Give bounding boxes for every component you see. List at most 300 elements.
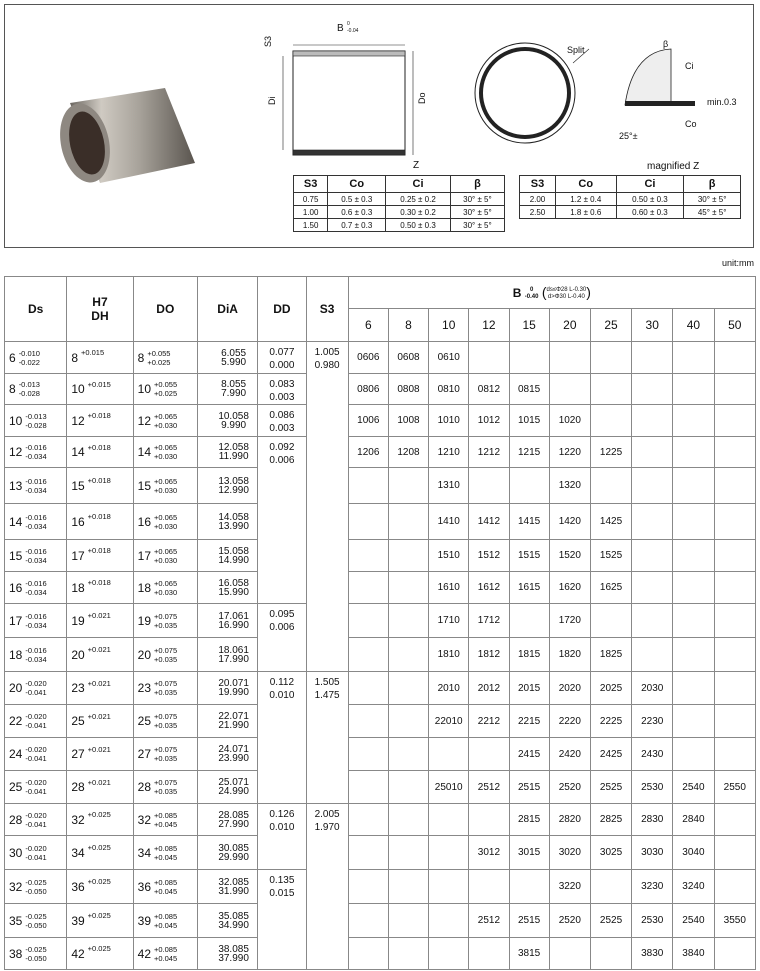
part-code-cell: 1006	[348, 405, 388, 437]
dia-cell: 6.055 5.990	[197, 342, 257, 374]
part-code-cell: 2220	[549, 705, 590, 738]
dd-cell: 0.077 0.000	[258, 342, 306, 374]
ds-cell: 25 -0.020 -0.041	[5, 771, 67, 804]
svg-text:Split: Split	[567, 45, 585, 55]
part-code-cell	[714, 738, 755, 771]
do-cell: 36 +0.085 +0.045	[133, 870, 197, 904]
dia-cell: 15.058 14.990	[197, 540, 257, 572]
col-b-group: B 0 -0.40 (ds≤Φ28 L-0.30 d>Φ30 L-0.40)	[348, 277, 755, 309]
part-code-cell	[469, 342, 509, 374]
part-code-cell	[388, 468, 428, 504]
part-code-cell: 2840	[673, 804, 714, 836]
part-code-cell: 0808	[388, 374, 428, 405]
part-code-cell	[388, 572, 428, 604]
do-cell: 39 +0.085 +0.045	[133, 904, 197, 938]
do-cell: 8 +0.055 +0.025	[133, 342, 197, 374]
part-code-cell: 1710	[429, 604, 469, 638]
part-code-cell: 1410	[429, 504, 469, 540]
table-row	[5, 904, 756, 938]
part-code-cell: 3012	[469, 836, 509, 870]
table-row	[5, 836, 756, 870]
part-code-cell	[714, 638, 755, 672]
part-code-cell: 2550	[714, 771, 755, 804]
part-code-cell	[632, 374, 673, 405]
part-code-cell	[714, 572, 755, 604]
table-row	[5, 405, 756, 437]
part-code-cell	[673, 342, 714, 374]
part-code-cell	[348, 836, 388, 870]
part-code-cell: 1510	[429, 540, 469, 572]
part-code-cell	[348, 870, 388, 904]
part-code-cell: 1420	[549, 504, 590, 540]
part-code-cell	[388, 705, 428, 738]
part-code-cell	[714, 437, 755, 468]
dia-cell: 18.061 17.990	[197, 638, 257, 672]
part-code-cell	[590, 374, 631, 405]
part-code-cell: 2030	[632, 672, 673, 705]
part-code-cell	[348, 904, 388, 938]
part-code-cell	[632, 437, 673, 468]
table-row	[5, 374, 756, 405]
part-code-cell: 1208	[388, 437, 428, 468]
part-code-cell	[549, 374, 590, 405]
part-code-cell	[714, 870, 755, 904]
part-code-cell	[590, 405, 631, 437]
dd-cell: 0.083 0.003	[258, 374, 306, 405]
part-code-cell	[714, 938, 755, 970]
dd-cell: 0.086 0.003	[258, 405, 306, 437]
part-code-cell	[388, 836, 428, 870]
part-code-cell	[714, 468, 755, 504]
part-code-cell: 1310	[429, 468, 469, 504]
part-code-cell: 3220	[549, 870, 590, 904]
dh-cell: 20 +0.021	[67, 638, 133, 672]
dh-cell: 23 +0.021	[67, 672, 133, 705]
technical-drawing	[253, 13, 753, 173]
dia-cell: 32.085 31.990	[197, 870, 257, 904]
ds-cell: 38 -0.025 -0.050	[5, 938, 67, 970]
dh-cell: 19 +0.021	[67, 604, 133, 638]
dh-cell: 34 +0.025	[67, 836, 133, 870]
part-code-cell: 0608	[388, 342, 428, 374]
do-cell: 27 +0.075 +0.035	[133, 738, 197, 771]
table-row	[5, 705, 756, 738]
svg-text:Z: Z	[413, 160, 420, 171]
ds-cell: 12 -0.016 -0.034	[5, 437, 67, 468]
part-code-cell: 2025	[590, 672, 631, 705]
part-code-cell	[429, 804, 469, 836]
col-b-6: 6	[348, 309, 388, 342]
part-code-cell	[348, 504, 388, 540]
chamfer-table-1: S3 Co Ci β 0.75 0.5 ± 0.3 0.25 ± 0.2 30° ± 5° 1.00 0.6 ± 0.3 0.30 ± 0.2 30° ± 5° 1.50 0.7 ± 0.3 0.50 ± 0.3 30° ± 5°	[293, 175, 505, 232]
part-code-cell	[714, 405, 755, 437]
table-row	[5, 540, 756, 572]
part-code-cell	[348, 705, 388, 738]
part-code-cell	[714, 604, 755, 638]
col-dh: H7 DH	[67, 277, 133, 342]
part-code-cell	[348, 540, 388, 572]
part-code-cell: 2215	[509, 705, 549, 738]
part-code-cell: 2512	[469, 904, 509, 938]
col-ds: Ds	[5, 277, 67, 342]
part-code-cell	[388, 540, 428, 572]
part-code-cell: 1625	[590, 572, 631, 604]
part-code-cell: 2010	[429, 672, 469, 705]
part-code-cell	[388, 738, 428, 771]
dd-cell: 0.095 0.006	[258, 604, 306, 672]
svg-text:B: B	[337, 23, 344, 34]
part-code-cell	[348, 771, 388, 804]
part-code-cell: 2012	[469, 672, 509, 705]
part-code-cell	[673, 504, 714, 540]
col-b-12: 12	[469, 309, 509, 342]
part-code-cell: 3815	[509, 938, 549, 970]
part-code-cell: 3840	[673, 938, 714, 970]
do-cell: 14 +0.065 +0.030	[133, 437, 197, 468]
part-code-cell	[469, 938, 509, 970]
part-code-cell: 1210	[429, 437, 469, 468]
part-code-cell: 1720	[549, 604, 590, 638]
part-code-cell	[590, 468, 631, 504]
part-code-cell: 2425	[590, 738, 631, 771]
s3-cell: 2.005 1.970	[306, 804, 348, 970]
part-code-cell: 3020	[549, 836, 590, 870]
dh-cell: 8 +0.015	[67, 342, 133, 374]
part-code-cell	[673, 540, 714, 572]
part-code-cell	[632, 638, 673, 672]
part-code-cell	[632, 468, 673, 504]
part-code-cell	[673, 572, 714, 604]
part-code-cell: 0610	[429, 342, 469, 374]
svg-text:Di: Di	[267, 96, 277, 105]
part-code-cell: 1612	[469, 572, 509, 604]
dia-cell: 8.055 7.990	[197, 374, 257, 405]
table-row	[5, 468, 756, 504]
part-code-cell: 1012	[469, 405, 509, 437]
dd-cell: 0.112 0.010	[258, 672, 306, 804]
part-code-cell	[673, 468, 714, 504]
part-code-cell	[714, 804, 755, 836]
dh-cell: 12 +0.018	[67, 405, 133, 437]
dia-cell: 13.058 12.990	[197, 468, 257, 504]
dd-cell: 0.126 0.010	[258, 804, 306, 870]
col-dia: DiA	[197, 277, 257, 342]
dh-cell: 42 +0.025	[67, 938, 133, 970]
part-code-cell: 1712	[469, 604, 509, 638]
col-s3: S3	[306, 277, 348, 342]
table-row	[5, 738, 756, 771]
dh-cell: 14 +0.018	[67, 437, 133, 468]
part-code-cell: 2512	[469, 771, 509, 804]
svg-text:-0.04: -0.04	[347, 28, 359, 34]
col-b-15: 15	[509, 309, 549, 342]
col-b-8: 8	[388, 309, 428, 342]
part-code-cell: 1320	[549, 468, 590, 504]
table-row	[5, 342, 756, 374]
dh-cell: 10 +0.015	[67, 374, 133, 405]
table-row	[5, 504, 756, 540]
part-code-cell: 1512	[469, 540, 509, 572]
part-code-cell: 2815	[509, 804, 549, 836]
part-code-cell: 1810	[429, 638, 469, 672]
part-code-cell	[469, 804, 509, 836]
dia-cell: 12.058 11.990	[197, 437, 257, 468]
do-cell: 16 +0.065 +0.030	[133, 504, 197, 540]
part-code-cell: 2530	[632, 771, 673, 804]
part-code-cell	[549, 938, 590, 970]
part-code-cell	[348, 804, 388, 836]
part-code-cell	[509, 604, 549, 638]
part-code-cell: 2430	[632, 738, 673, 771]
part-code-cell: 1620	[549, 572, 590, 604]
svg-text:0: 0	[347, 21, 350, 27]
table-row	[5, 938, 756, 970]
part-code-cell: 1220	[549, 437, 590, 468]
part-code-cell	[509, 342, 549, 374]
part-code-cell	[469, 468, 509, 504]
dh-cell: 32 +0.025	[67, 804, 133, 836]
part-code-cell: 3240	[673, 870, 714, 904]
part-code-cell: 2520	[549, 904, 590, 938]
do-cell: 18 +0.065 +0.030	[133, 572, 197, 604]
part-code-cell: 1520	[549, 540, 590, 572]
part-code-cell: 25010	[429, 771, 469, 804]
do-cell: 42 +0.085 +0.045	[133, 938, 197, 970]
table-row	[5, 638, 756, 672]
s3-cell: 1.005 0.980	[306, 342, 348, 672]
part-code-cell	[632, 540, 673, 572]
col-do: DO	[133, 277, 197, 342]
dia-cell: 28.085 27.990	[197, 804, 257, 836]
part-code-cell: 1212	[469, 437, 509, 468]
part-code-cell	[673, 437, 714, 468]
part-code-cell: 2520	[549, 771, 590, 804]
dd-cell: 0.135 0.015	[258, 870, 306, 970]
part-code-cell	[714, 672, 755, 705]
svg-text:25°±: 25°±	[619, 131, 638, 141]
dia-cell: 22.071 21.990	[197, 705, 257, 738]
ds-cell: 18 -0.016 -0.034	[5, 638, 67, 672]
part-code-cell	[348, 638, 388, 672]
part-code-cell: 3025	[590, 836, 631, 870]
part-code-cell	[632, 405, 673, 437]
do-cell: 28 +0.075 +0.035	[133, 771, 197, 804]
part-code-cell	[714, 504, 755, 540]
part-code-cell	[590, 342, 631, 374]
do-cell: 25 +0.075 +0.035	[133, 705, 197, 738]
ds-cell: 24 -0.020 -0.041	[5, 738, 67, 771]
do-cell: 10 +0.055 +0.025	[133, 374, 197, 405]
ds-cell: 20 -0.020 -0.041	[5, 672, 67, 705]
table-row	[5, 604, 756, 638]
ds-cell: 28 -0.020 -0.041	[5, 804, 67, 836]
part-code-cell: 1020	[549, 405, 590, 437]
dh-cell: 39 +0.025	[67, 904, 133, 938]
part-code-cell: 1515	[509, 540, 549, 572]
part-code-cell	[469, 870, 509, 904]
table-row	[5, 870, 756, 904]
do-cell: 34 +0.085 +0.045	[133, 836, 197, 870]
part-code-cell	[673, 405, 714, 437]
part-code-cell	[673, 604, 714, 638]
ds-cell: 16 -0.016 -0.034	[5, 572, 67, 604]
col-b-10: 10	[429, 309, 469, 342]
do-cell: 20 +0.075 +0.035	[133, 638, 197, 672]
do-cell: 23 +0.075 +0.035	[133, 672, 197, 705]
s3-cell: 1.505 1.475	[306, 672, 348, 804]
do-cell: 19 +0.075 +0.035	[133, 604, 197, 638]
svg-text:magnified Z: magnified Z	[647, 161, 700, 172]
part-code-cell: 1415	[509, 504, 549, 540]
part-code-cell: 2515	[509, 771, 549, 804]
part-code-cell: 2820	[549, 804, 590, 836]
part-code-cell: 1825	[590, 638, 631, 672]
part-code-cell	[348, 468, 388, 504]
col-b-40: 40	[673, 309, 714, 342]
part-code-cell	[632, 342, 673, 374]
part-code-cell	[714, 836, 755, 870]
part-code-cell	[509, 468, 549, 504]
ds-cell: 30 -0.020 -0.041	[5, 836, 67, 870]
part-code-cell: 1610	[429, 572, 469, 604]
dia-cell: 16.058 15.990	[197, 572, 257, 604]
dh-cell: 18 +0.018	[67, 572, 133, 604]
svg-text:Ci: Ci	[685, 61, 694, 71]
dh-cell: 16 +0.018	[67, 504, 133, 540]
part-code-cell: 2540	[673, 771, 714, 804]
part-code-cell: 3015	[509, 836, 549, 870]
dia-cell: 14.058 13.990	[197, 504, 257, 540]
part-code-cell: 0606	[348, 342, 388, 374]
part-code-cell: 2540	[673, 904, 714, 938]
part-code-cell: 3040	[673, 836, 714, 870]
bushing-photo	[45, 73, 205, 203]
col-b-25: 25	[590, 309, 631, 342]
part-code-cell: 2515	[509, 904, 549, 938]
svg-text:min.0.3: min.0.3	[707, 97, 737, 107]
part-code-cell: 1412	[469, 504, 509, 540]
do-cell: 12 +0.065 +0.030	[133, 405, 197, 437]
col-b-50: 50	[714, 309, 755, 342]
part-code-cell: 2015	[509, 672, 549, 705]
dia-cell: 20.071 19.990	[197, 672, 257, 705]
ds-cell: 10 -0.013 -0.028	[5, 405, 67, 437]
ds-cell: 14 -0.016 -0.034	[5, 504, 67, 540]
table-row	[5, 572, 756, 604]
do-cell: 17 +0.065 +0.030	[133, 540, 197, 572]
part-code-cell	[549, 342, 590, 374]
part-code-cell: 22010	[429, 705, 469, 738]
part-code-cell: 2415	[509, 738, 549, 771]
part-code-cell	[388, 604, 428, 638]
part-code-cell	[429, 870, 469, 904]
part-code-cell	[388, 870, 428, 904]
ds-cell: 17 -0.016 -0.034	[5, 604, 67, 638]
part-code-cell	[348, 604, 388, 638]
col-dd: DD	[258, 277, 306, 342]
svg-text:S3: S3	[263, 35, 273, 47]
table-row	[5, 437, 756, 468]
dia-cell: 24.071 23.990	[197, 738, 257, 771]
dh-cell: 27 +0.021	[67, 738, 133, 771]
part-code-cell: 3550	[714, 904, 755, 938]
dh-cell: 28 +0.021	[67, 771, 133, 804]
part-code-cell	[509, 870, 549, 904]
part-code-cell: 0812	[469, 374, 509, 405]
part-code-cell	[673, 705, 714, 738]
part-code-cell	[388, 904, 428, 938]
part-code-cell	[348, 572, 388, 604]
part-code-cell: 2525	[590, 904, 631, 938]
part-code-cell	[714, 540, 755, 572]
part-code-cell: 3230	[632, 870, 673, 904]
part-code-cell: 1812	[469, 638, 509, 672]
dh-cell: 25 +0.021	[67, 705, 133, 738]
part-code-cell	[714, 705, 755, 738]
part-code-cell	[469, 738, 509, 771]
part-code-cell: 1215	[509, 437, 549, 468]
part-code-cell: 3830	[632, 938, 673, 970]
part-code-cell: 0806	[348, 374, 388, 405]
do-cell: 32 +0.085 +0.045	[133, 804, 197, 836]
dh-cell: 15 +0.018	[67, 468, 133, 504]
dia-cell: 25.071 24.990	[197, 771, 257, 804]
part-code-cell	[673, 738, 714, 771]
part-code-cell: 1525	[590, 540, 631, 572]
product-header-panel	[4, 4, 754, 248]
part-code-cell	[388, 504, 428, 540]
part-code-cell: 1615	[509, 572, 549, 604]
col-b-30: 30	[632, 309, 673, 342]
table-row	[5, 771, 756, 804]
part-code-cell	[388, 938, 428, 970]
svg-text:Co: Co	[685, 119, 697, 129]
part-code-cell: 1815	[509, 638, 549, 672]
part-code-cell: 1015	[509, 405, 549, 437]
part-code-cell	[590, 938, 631, 970]
part-code-cell: 0810	[429, 374, 469, 405]
part-code-cell	[714, 374, 755, 405]
dia-cell: 10.058 9.990	[197, 405, 257, 437]
part-code-cell	[429, 904, 469, 938]
part-code-cell	[590, 870, 631, 904]
svg-text:β: β	[663, 39, 669, 49]
ds-cell: 13 -0.016 -0.034	[5, 468, 67, 504]
part-code-cell: 2525	[590, 771, 631, 804]
part-code-cell: 1008	[388, 405, 428, 437]
dia-cell: 30.085 29.990	[197, 836, 257, 870]
part-code-cell: 1820	[549, 638, 590, 672]
ds-cell: 15 -0.016 -0.034	[5, 540, 67, 572]
part-code-cell: 2225	[590, 705, 631, 738]
dd-cell: 0.092 0.006	[258, 437, 306, 604]
dia-cell: 38.085 37.990	[197, 938, 257, 970]
part-code-cell	[388, 638, 428, 672]
do-cell: 15 +0.065 +0.030	[133, 468, 197, 504]
part-code-cell: 2830	[632, 804, 673, 836]
part-code-cell: 1425	[590, 504, 631, 540]
part-code-cell	[388, 804, 428, 836]
ds-cell: 35 -0.025 -0.050	[5, 904, 67, 938]
part-code-cell	[348, 672, 388, 705]
part-code-cell	[673, 672, 714, 705]
part-code-cell: 2212	[469, 705, 509, 738]
part-code-cell	[590, 604, 631, 638]
part-code-cell	[429, 836, 469, 870]
part-code-cell	[714, 342, 755, 374]
dia-cell: 17.061 16.990	[197, 604, 257, 638]
table-row	[5, 672, 756, 705]
